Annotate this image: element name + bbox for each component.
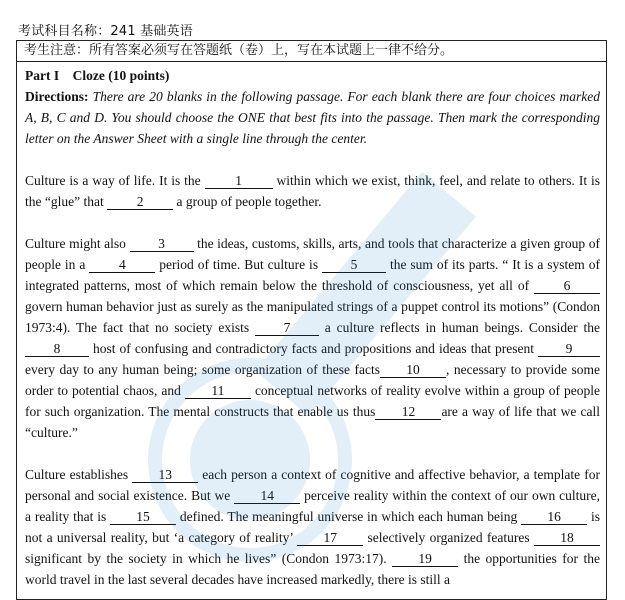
answer-blank-14: 14	[234, 488, 300, 504]
passage-text: govern human behavior just as surely as the manipulated strings of a puppet control its motions” (Condon 1973:4). The fact that no society exists	[25, 299, 600, 335]
passage-text: are a way of life that we call “culture.”	[25, 404, 600, 440]
answer-blank-12: 12	[375, 404, 441, 420]
answer-blank-10: 10	[380, 362, 446, 378]
part-title: Part I Cloze (10 points)	[25, 68, 170, 83]
passage-text: a group of people together.	[173, 194, 322, 209]
passage-text: defined. The meaningful universe in which each human being	[176, 509, 522, 524]
answer-blank-16: 16	[521, 509, 587, 525]
answer-blank-6: 6	[534, 278, 600, 294]
answer-blank-7: 7	[255, 320, 319, 336]
passage-text: selectively organized features	[363, 530, 534, 545]
directions-text: There are 20 blanks in the following passage. For each blank there are four choices marked A, B, C and D. You should choose the ONE that best fits into the passage. Then mark the corresponding letter on the Answer Sheet with a single line through the center.	[25, 89, 600, 146]
answer-blank-18: 18	[534, 530, 600, 546]
passage-paragraph-2	[25, 233, 600, 443]
passage-text: every day to any human being; some organization of these facts	[25, 362, 380, 377]
answer-blank-15: 15	[110, 509, 176, 525]
passage-text: period of time. But culture is	[155, 257, 323, 272]
passage-text: each person a context of cognitive and affective behavior, a template for personal and social existence. But we	[25, 467, 601, 503]
passage-text: , necessary to provide some order to potential chaos, and	[25, 362, 600, 398]
passage-text: within which we exist, think, feel, and relate to others. It is the “glue” that	[25, 173, 600, 209]
answer-blank-4: 4	[89, 257, 155, 273]
answer-blank-8: 8	[25, 341, 89, 357]
answer-blank-19: 19	[392, 551, 458, 567]
directions	[25, 86, 600, 149]
answer-blank-9: 9	[538, 341, 600, 357]
exam-content	[17, 62, 606, 590]
passage-text: perceive reality within the context of our own culture, a reality that is	[25, 488, 600, 524]
passage-paragraph-3	[25, 464, 600, 590]
passage-text: host of confusing and contradictory facts and propositions and ideas that present	[89, 341, 538, 356]
passage-text: the sum of its parts. “ It is a system of integrated patterns, most of which remain below the threshold of consciousness, yet all of	[25, 257, 600, 293]
passage-text: the ideas, customs, skills, arts, and tools that characterize a given group of people in a	[25, 236, 600, 272]
passage-text: a culture reflects in human beings. Consider the	[318, 320, 600, 335]
answer-blank-5: 5	[322, 257, 386, 273]
answer-blank-1: 1	[205, 173, 273, 189]
exam-notice: 考生注意：所有答案必须写在答题纸（卷）上，写在本试题上一律不给分。	[17, 41, 606, 62]
answer-blank-2: 2	[107, 194, 173, 210]
exam-page-frame	[16, 40, 607, 600]
passage-text: significant by the society in which he lives” (Condon 1973:17).	[25, 551, 393, 566]
answer-blank-3: 3	[130, 236, 194, 252]
passage-text: Culture might also	[25, 236, 130, 251]
passage-text: Culture is a way of life. It is the	[25, 173, 205, 188]
answer-blank-13: 13	[132, 467, 198, 483]
passage-text: Culture establishes	[25, 467, 133, 482]
passage-text: the opportunities for the world travel in the last several decades have increased markedly, there is still a	[25, 551, 600, 587]
answer-blank-17: 17	[297, 530, 363, 546]
directions-label: Directions:	[25, 89, 89, 104]
exam-subject-title: 考试科目名称：241 基础英语	[18, 24, 193, 39]
passage-paragraph-1	[25, 170, 600, 212]
passage-text: conceptual networks of reality evolve within a group of people for such organization. The mental constructs that enable us thus	[25, 383, 600, 419]
answer-blank-11: 11	[185, 383, 251, 399]
passage-text: is not a universal reality, but ‘a category of reality’	[25, 509, 600, 545]
